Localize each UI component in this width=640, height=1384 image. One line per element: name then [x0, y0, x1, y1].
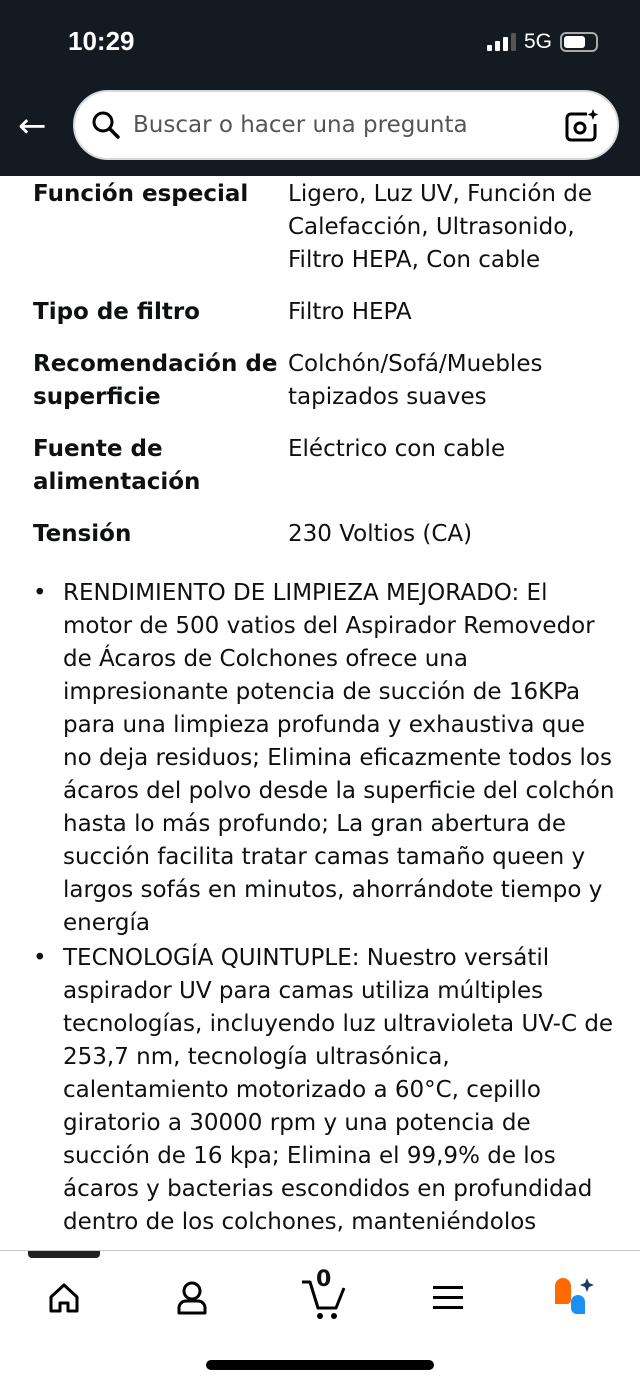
signal-icon: [487, 33, 516, 51]
battery-icon: [560, 32, 598, 52]
spec-row: [0, 296, 640, 348]
spec-label: Tipo de filtro: [33, 299, 200, 325]
search-icon: [91, 110, 121, 140]
spec-row: [0, 433, 640, 518]
spec-label: Tensión: [33, 521, 132, 547]
feature-bullet: • TECNOLOGÍA QUINTUPLE: Nuestro versátil aspirador UV para camas utiliza múltiples tecnologías, incluyendo luz ultravioleta UV-C de 253,7 nm, tecnología ultrasónica, calentamiento motorizado a 60°C, cepillo giratorio a 30000 rpm y una potencia de succión de 16 kpa; Elimina el 99,9% de los ácaros y bacterias escondidos en profundidad dentro de los colchones, manteniéndolos: [63, 942, 620, 1239]
spec-label: Fuente de alimentación: [33, 436, 201, 495]
account-icon[interactable]: [167, 1273, 217, 1323]
spec-row: [0, 518, 640, 570]
spec-label: Recomendación de superficie: [33, 351, 278, 410]
active-tab-indicator: [28, 1251, 100, 1258]
spec-value: Colchón/Sofá/Muebles tapizados suaves: [288, 351, 543, 410]
camera-search-icon[interactable]: [563, 108, 599, 144]
network-label: 5G: [523, 30, 552, 53]
status-time: 10:29: [68, 26, 135, 56]
search-placeholder: Buscar o hacer una pregunta: [133, 112, 468, 138]
cart-button[interactable]: [294, 1267, 354, 1323]
status-icons: [487, 30, 598, 54]
spec-row: [0, 178, 640, 296]
home-icon[interactable]: [39, 1273, 89, 1323]
feature-bullets: [0, 577, 640, 1239]
product-details: [0, 176, 640, 1241]
spec-value: Eléctrico con cable: [288, 436, 506, 462]
search-input[interactable]: [73, 90, 619, 160]
feature-bullet: • RENDIMIENTO DE LIMPIEZA MEJORADO: El motor de 500 vatios del Aspirador Removedor de Ácaros de Colchones ofrece una impresionante potencia de succión de 16KPa para una limpieza profunda y exhaustiva que no deja residuos; Elimina eficazmente todos los ácaros del polvo desde la superficie del colchón hasta lo más profundo; La gran abertura de succión facilita tratar camas tamaño queen y largos sofás en minutos, ahorrándote tiempo y energía: [63, 577, 620, 940]
spec-value: Filtro HEPA: [288, 299, 412, 325]
spec-row: [0, 348, 640, 433]
cart-count: 0: [316, 1267, 332, 1292]
home-indicator: [206, 1360, 434, 1370]
menu-icon[interactable]: [423, 1273, 473, 1323]
spec-label: Función especial: [33, 181, 249, 207]
top-header: [0, 0, 640, 176]
spec-value: 230 Voltios (CA): [288, 521, 473, 547]
spec-value: Ligero, Luz UV, Función de Calefacción, Ultrasonido, Filtro HEPA, Con cable: [288, 181, 593, 273]
back-arrow-icon[interactable]: ←: [18, 106, 47, 146]
assistant-icon[interactable]: [549, 1273, 599, 1323]
